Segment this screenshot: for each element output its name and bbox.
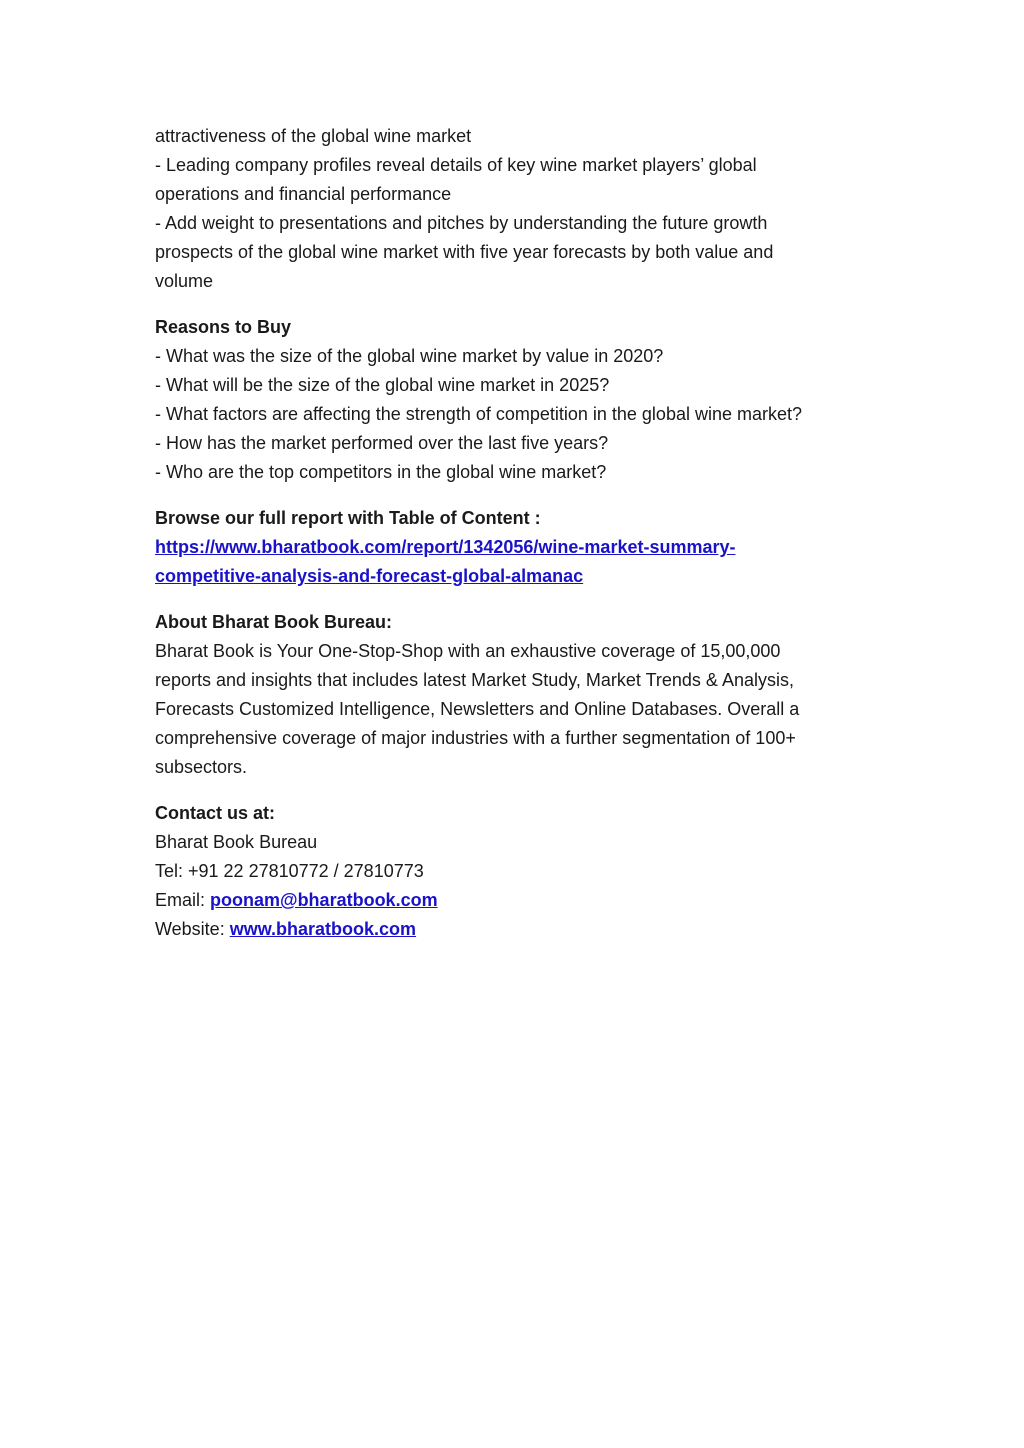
about-line: comprehensive coverage of major industries with a further segmentation of 100+	[155, 728, 796, 748]
website-row	[155, 915, 875, 944]
report-link-line-2: competitive-analysis-and-forecast-global-almanac	[155, 566, 584, 586]
contact-section	[155, 799, 875, 944]
email-row	[155, 886, 875, 915]
reason-item: - How has the market performed over the last five years?	[155, 433, 609, 453]
report-link[interactable]	[155, 533, 875, 562]
intro-line: volume	[155, 271, 214, 291]
intro-line: prospects of the global wine market with five year forecasts by both value and	[155, 242, 774, 262]
website-label: Website:	[155, 919, 230, 939]
telephone: Tel: +91 22 27810772 / 27810773	[155, 861, 424, 881]
intro-section	[155, 122, 875, 296]
intro-line: - Add weight to presentations and pitches by understanding the future growth	[155, 213, 768, 233]
email-label: Email:	[155, 890, 211, 910]
about-line: reports and insights that includes latest Market Study, Market Trends & Analysis,	[155, 670, 794, 690]
website-link[interactable]: www.bharatbook.com	[229, 919, 417, 939]
about-line: subsectors.	[155, 757, 248, 777]
about-line: Bharat Book is Your One-Stop-Shop with an exhaustive coverage of 15,00,000	[155, 641, 781, 661]
company-name: Bharat Book Bureau	[155, 832, 318, 852]
browse-section	[155, 504, 875, 591]
email-link[interactable]: poonam@bharatbook.com	[210, 890, 438, 910]
reason-item: - Who are the top competitors in the global wine market?	[155, 462, 607, 482]
intro-line: - Leading company profiles reveal details of key wine market players’ global	[155, 155, 757, 175]
report-link-line-1: https://www.bharatbook.com/report/1342056/wine-market-summary-	[155, 537, 736, 557]
browse-heading: Browse our full report with Table of Content :	[155, 508, 541, 528]
about-line: Forecasts Customized Intelligence, Newsletters and Online Databases. Overall a	[155, 699, 800, 719]
reason-item: - What was the size of the global wine market by value in 2020?	[155, 346, 664, 366]
about-heading: About Bharat Book Bureau:	[155, 612, 393, 632]
intro-line: operations and financial performance	[155, 184, 452, 204]
reasons-heading: Reasons to Buy	[155, 317, 292, 337]
report-link-continued[interactable]	[155, 562, 875, 591]
reason-item: - What will be the size of the global wine market in 2025?	[155, 375, 610, 395]
document-page	[155, 122, 875, 961]
about-section	[155, 608, 875, 782]
contact-heading: Contact us at:	[155, 803, 276, 823]
intro-line: attractiveness of the global wine market	[155, 126, 472, 146]
reason-item: - What factors are affecting the strength of competition in the global wine market?	[155, 404, 803, 424]
reasons-section	[155, 313, 875, 487]
